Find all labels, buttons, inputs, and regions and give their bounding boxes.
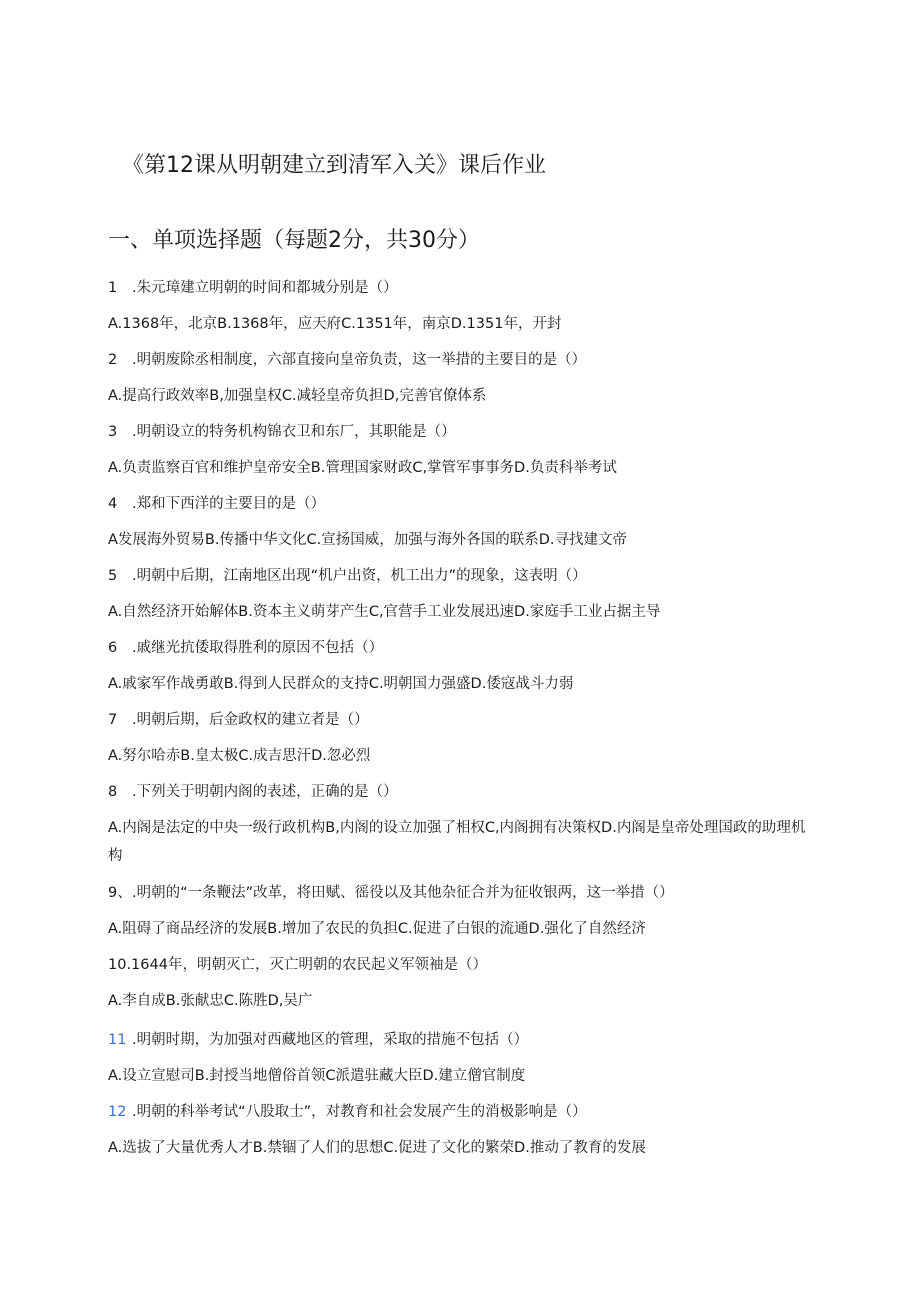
question-text: .明朝废除丞相制度，六部直接向皇帝负责，这一举措的主要目的是（） [132, 352, 587, 368]
question-number: 12 [108, 1104, 127, 1120]
question-stem [108, 347, 586, 373]
question-text: .明朝中后期，江南地区出现“机户出资，机工出力”的现象，这表明（） [132, 568, 587, 584]
question-stem [108, 635, 383, 661]
question-text: .明朝的科举考试“八股取士”，对教育和社会发展产生的消极影响是（） [132, 1104, 587, 1120]
question-stem [108, 707, 369, 733]
question-text: .郑和下西洋的主要目的是（） [132, 496, 326, 512]
question-options: A.选拔了大量优秀人才B.禁锢了人们的思想C.促进了文化的繁荣D.推动了教育的发展 [108, 1140, 646, 1156]
question-stem [108, 1027, 528, 1053]
section-heading: 一、单项选择题（每题2分，共30分） [108, 228, 480, 253]
question-text: .明朝时期，为加强对西藏地区的管理，采取的措施不包括（） [132, 1032, 529, 1048]
question-text: 10.1644年，明朝灭亡，灭亡明朝的农民起义军领袖是（） [108, 957, 487, 973]
question-stem [108, 779, 398, 805]
question-text: .明朝后期，后金政权的建立者是（） [132, 712, 369, 728]
question-text: .明朝的“一条鞭法”改革，将田赋、徭役以及其他杂征合并为征收银两，这一举措（） [132, 885, 674, 901]
question-number: 9、 [108, 885, 132, 901]
question-options: A.努尔哈赤B.皇太极C.成吉思汗D.忽必烈 [108, 748, 371, 764]
question-options: A.内阁是法定的中央一级行政机构B,内阁的设立加强了相权C,内阁拥有决策权D.内阁是皇帝处理国政的助理机构 [108, 820, 806, 864]
question-text: .戚继光抗倭取得胜利的原因不包括（） [132, 640, 384, 656]
question-stem [108, 275, 398, 301]
question-stem [108, 952, 487, 978]
question-stem [108, 880, 674, 906]
question-number: 8 [108, 784, 118, 800]
question-stem [108, 1099, 587, 1125]
question-text: .下列关于明朝内阁的表述，正确的是（） [132, 784, 398, 800]
question-number: 11 [108, 1032, 127, 1048]
question-text: .朱元璋建立明朝的时间和都城分别是（） [132, 280, 398, 296]
question-stem [108, 563, 587, 589]
document-title: 《第12课从明朝建立到清军入关》课后作业 [122, 153, 546, 178]
question-number: 4 [108, 496, 118, 512]
question-options: A.1368年，北京B.1368年，应天府C.1351年，南京D.1351年，开封 [108, 316, 562, 332]
question-text: .明朝设立的特务机构锦衣卫和东厂，其职能是（） [132, 424, 456, 440]
question-number: 6 [108, 640, 118, 656]
question-stem [108, 491, 325, 517]
question-number: 2 [108, 352, 118, 368]
question-number: 5 [108, 568, 118, 584]
question-options: A.阻碍了商品经济的发展B.增加了农民的负担C.促进了白银的流通D.强化了自然经济 [108, 921, 646, 937]
question-options: A.提高行政效率B,加强皇权C.减轻皇帝负担D,完善官僚体系 [108, 388, 487, 404]
question-options: A.自然经济开始解体B.资本主义萌芽产生C,官营手工业发展迅速D.家庭手工业占据主导 [108, 604, 661, 620]
question-options: A.李自成B.张献忠C.陈胜D,吴广 [108, 993, 313, 1009]
question-options: A.负责监察百官和维护皇帝安全B.管理国家财政C,掌管军事事务D.负责科举考试 [108, 460, 617, 476]
question-stem [108, 419, 456, 445]
question-options: A发展海外贸易B.传播中华文化C.宣扬国威，加强与海外各国的联系D.寻找建文帝 [108, 532, 627, 548]
question-options: A.戚家军作战勇敢B.得到人民群众的支持C.明朝国力强盛D.倭寇战斗力弱 [108, 676, 574, 692]
question-number: 3 [108, 424, 118, 440]
question-options: A.设立宣慰司B.封授当地僧俗首领C派遣驻藏大臣D.建立僧官制度 [108, 1068, 526, 1084]
question-number: 1 [108, 280, 118, 296]
question-number: 7 [108, 712, 118, 728]
